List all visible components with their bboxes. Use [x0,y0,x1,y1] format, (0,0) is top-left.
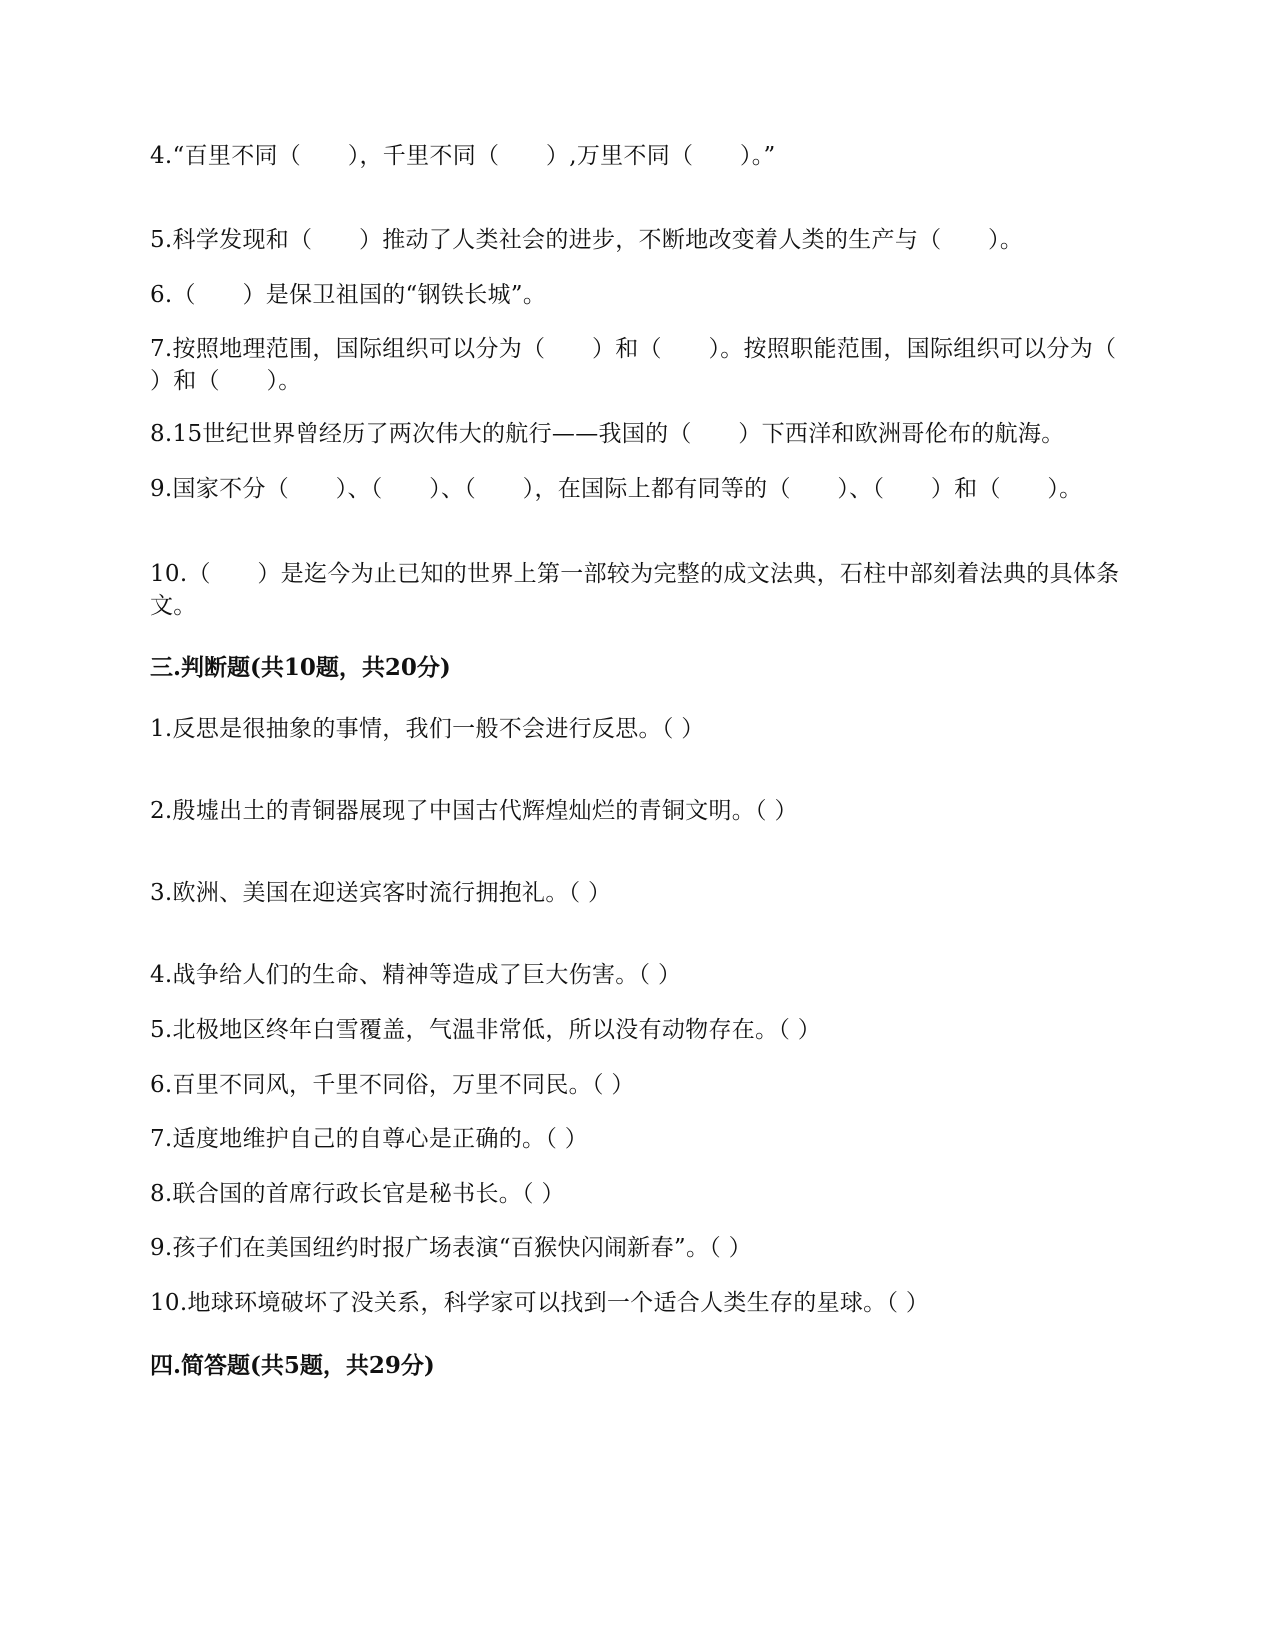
fill-question-9: 9.国家不分（ ）、（ ）、（ ），在国际上都有同等的（ ）、（ ）和（ ）。 [150,476,1083,502]
judge-question-3: 3.欧洲、美国在迎送宾客时流行拥抱礼。（ ） [150,880,612,906]
judge-question-10: 10.地球环境破坏了没关系，科学家可以找到一个适合人类生存的星球。（ ） [150,1290,930,1316]
section-3-title: 三.判断题(共10题，共20分) [150,654,451,681]
fill-question-4: 4.“百里不同（ ），千里不同（ ）,万里不同（ ）。” [150,143,776,169]
judge-question-2: 2.殷墟出土的青铜器展现了中国古代辉煌灿烂的青铜文明。（ ） [150,798,798,824]
judge-question-5: 5.北极地区终年白雪覆盖，气温非常低，所以没有动物存在。（ ） [150,1017,822,1043]
judge-question-4: 4.战争给人们的生命、精神等造成了巨大伤害。（ ） [150,962,682,988]
section-4-title: 四.简答题(共5题，共29分) [150,1352,435,1379]
judge-question-9: 9.孩子们在美国纽约时报广场表演“百猴快闪闹新春”。（ ） [150,1235,752,1261]
fill-question-7: 7.按照地理范围，国际组织可以分为（ ）和（ ）。按照职能范围，国际组织可以分为（ ）和（ ）。 [150,336,1163,394]
judge-question-7: 7.适度地维护自己的自尊心是正确的。（ ） [150,1126,589,1152]
fill-question-10: 10.（ ）是迄今为止已知的世界上第一部较为完整的成文法典，石柱中部刻着法典的具体条文。 [150,561,1120,619]
fill-question-5: 5.科学发现和（ ）推动了人类社会的进步，不断地改变着人类的生产与（ ）。 [150,227,1024,253]
judge-question-8: 8.联合国的首席行政长官是秘书长。（ ） [150,1181,565,1207]
judge-question-1: 1.反思是很抽象的事情，我们一般不会进行反思。（ ） [150,716,705,742]
judge-question-6: 6.百里不同风，千里不同俗，万里不同民。（ ） [150,1072,635,1098]
fill-question-8: 8.15世纪世界曾经历了两次伟大的航行——我国的（ ）下西洋和欧洲哥伦布的航海。 [150,421,1065,447]
fill-question-6: 6.（ ）是保卫祖国的“钢铁长城”。 [150,282,547,308]
